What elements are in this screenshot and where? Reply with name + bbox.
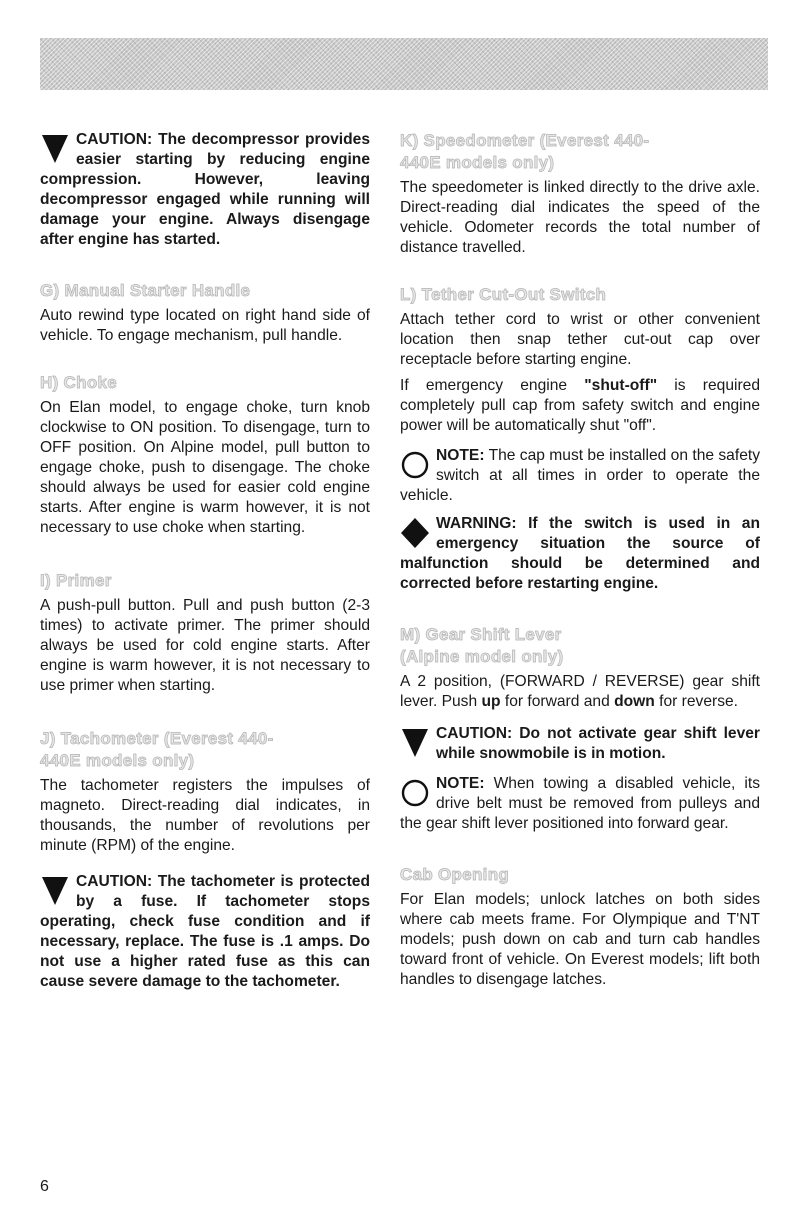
tachometer-heading-line2: 440E models only) — [40, 751, 195, 770]
gear-shift-text-b: for forward and — [500, 693, 615, 710]
note-cap-body: The cap must be installed on the safety switch at all times in order to operate the vehicle. — [400, 447, 760, 504]
note-circle-icon — [400, 449, 430, 481]
caution-decompressor-text: CAUTION: The decompressor provides easier starting by reducing engine compression. However, leaving decompressor engaged while running will damage your engine. Always disengage after engine has started. — [40, 131, 370, 248]
primer-text: A push-pull button. Pull and push button (2-3 times) to activate primer. The primer should always be used for cold engine starts. After engine is warm however, it is not necessary to use primer when starting. — [40, 597, 370, 694]
gear-shift-text — [400, 672, 760, 712]
warning-diamond-icon — [400, 517, 430, 549]
caution-decompressor — [40, 130, 370, 250]
speedometer-heading-line2: 440E models only) — [400, 153, 555, 172]
caution-tachometer — [40, 872, 370, 992]
gear-shift-text-a: A 2 position, (FORWARD / REVERSE) gear shift lever. Push — [400, 673, 760, 710]
warning-switch — [400, 514, 760, 594]
note-towing-text — [400, 774, 760, 834]
speedometer-heading-line1: K) Speedometer (Everest 440- — [400, 131, 650, 150]
caution-gear-text: CAUTION: Do not activate gear shift lever while snowmobile is in motion. — [436, 725, 760, 762]
gear-shift-heading-line1: M) Gear Shift Lever — [400, 625, 562, 644]
cab-opening-heading: Cab Opening — [400, 865, 510, 884]
cab-opening-text: For Elan models; unlock latches on both sides where cab meets frame. For Olympique and T'NT models; push down on cab and turn cab handles toward front of vehicle. On Everest models; lift both handles to disengage latches. — [400, 891, 760, 988]
note-cap-text — [400, 446, 760, 506]
warning-switch-text: WARNING: If the switch is used in an emergency situation the source of malfunction should be determined and corrected before restarting engine. — [400, 515, 760, 592]
note-towing — [400, 774, 760, 834]
note-towing-body: When towing a disabled vehicle, its drive belt must be removed from pulleys and the gear shift lever positioned into forward gear. — [400, 775, 760, 832]
primer-heading: I) Primer — [40, 571, 112, 590]
caution-gear — [400, 724, 760, 764]
gear-shift-up: up — [481, 693, 501, 710]
choke-heading: H) Choke — [40, 373, 118, 392]
tachometer-text: The tachometer registers the impulses of magneto. Direct-reading dial indicates, in thousands, the number of revolutions per minute (RPM) of the engine. — [40, 777, 370, 854]
tether-text-2a: If emergency engine — [400, 377, 585, 394]
choke-text: On Elan model, to engage choke, turn knob clockwise to ON position. To disengage, turn to OFF position. On Alpine model, pull button to engage choke, push to disengage. The choke should always be used for easier cold engine starts. After engine is warm however, it is not necessary to use choke when starting. — [40, 399, 370, 536]
note-cap-label: NOTE: — [436, 447, 485, 464]
caution-triangle-icon — [40, 875, 70, 907]
note-towing-label: NOTE: — [436, 775, 485, 792]
gear-shift-down: down — [614, 693, 655, 710]
caution-triangle-icon — [40, 133, 70, 165]
speedometer-text: The speedometer is linked directly to the drive axle. Direct-reading dial indicates the speed of the vehicle. Odometer records the total number of distance travelled. — [400, 179, 760, 256]
manual-starter-text: Auto rewind type located on right hand side of vehicle. To engage mechanism, pull handle. — [40, 307, 370, 344]
gear-shift-heading-line2: (Alpine model only) — [400, 647, 564, 666]
tether-text-1: Attach tether cord to wrist or other convenient location then snap tether cut-out cap over receptacle before starting engine. — [400, 311, 760, 368]
left-column — [40, 130, 370, 992]
caution-tachometer-text: CAUTION: The tachometer is protected by a fuse. If tachometer stops operating, check fuse condition and if necessary, replace. The fuse is .1 amps. Do not use a higher rated fuse as this can cause severe damage to the tachometer. — [40, 873, 370, 990]
tether-shutoff: "shut-off" — [584, 377, 658, 394]
page-number: 6 — [40, 1178, 49, 1195]
manual-starter-heading: G) Manual Starter Handle — [40, 281, 251, 300]
tether-heading: L) Tether Cut-Out Switch — [400, 285, 607, 304]
gear-shift-text-c: for reverse. — [654, 693, 739, 710]
tachometer-heading-line1: J) Tachometer (Everest 440- — [40, 729, 274, 748]
tether-text-2 — [400, 376, 760, 436]
note-circle-icon — [400, 777, 430, 809]
note-cap — [400, 446, 760, 506]
header-band — [40, 38, 768, 90]
caution-triangle-icon — [400, 727, 430, 759]
right-column — [400, 130, 760, 992]
tether-text-2c: is required completely pull cap from safety switch and engine power will be automatically shut "off". — [400, 377, 760, 434]
